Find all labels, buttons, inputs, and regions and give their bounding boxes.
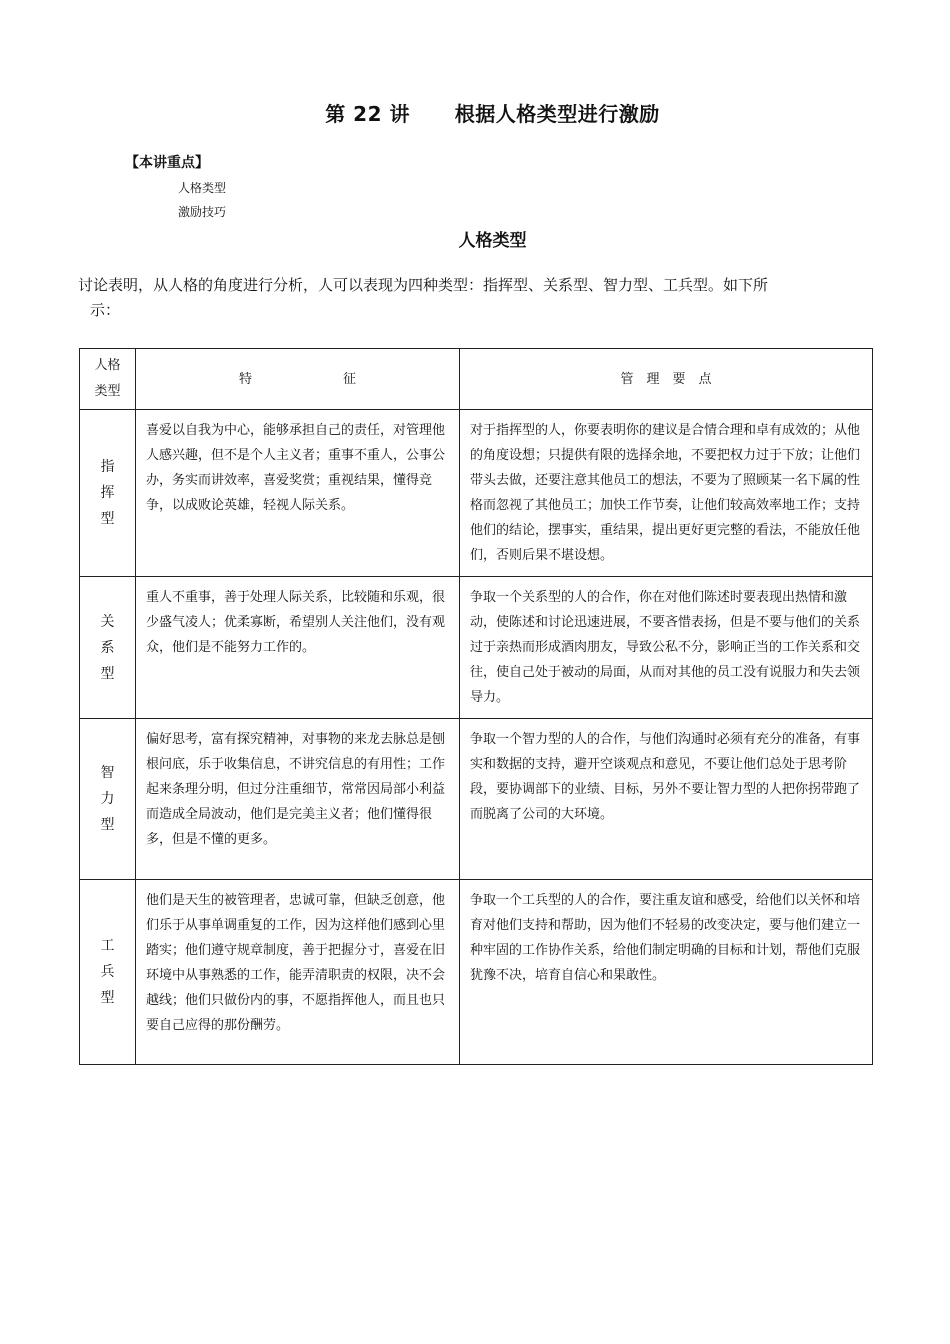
features-cell: 他们是天生的被管理者，忠诚可靠，但缺乏创意，他们乐于从事单调重复的工作，因为这样他们感到心里踏实；他们遵守规章制度，善于把握分寸，喜爱在旧环境中从事熟悉的工作，能弄清职责的权限，决不会越线；他们只做份内的事，不愿指挥他人，而且也只要自己应得的那份酬劳。 (136, 880, 460, 1065)
features-cell: 重人不重事，善于处理人际关系，比较随和乐观，很少盛气凌人；优柔寡断，希望别人关注他们，没有观众，他们是不能努力工作的。 (136, 577, 460, 719)
type-cell: 工兵型 (80, 880, 136, 1065)
management-cell: 争取一个智力型的人的合作，与他们沟通时必须有充分的准备，有事实和数据的支持，避开空谈观点和意见，不要让他们总处于思考阶段，要协调部下的业绩、目标，另外不要让智力型的人把你拐带跑了而脱离了公司的大环境。 (460, 719, 873, 880)
page-title: 第 22 讲 根据人格类型进行激励 (325, 102, 660, 126)
intro-line-1: 讨论表明，从人格的角度进行分析，人可以表现为四种类型：指挥型、关系型、智力型、工兵型。如下所 (78, 276, 769, 294)
intro-paragraph (78, 273, 868, 323)
table-row (80, 880, 873, 1065)
table-row (80, 719, 873, 880)
table-row (80, 410, 873, 577)
management-cell: 争取一个工兵型的人的合作，要注重友谊和感受，给他们以关怀和培育对他们支持和帮助，因为他们不轻易的改变决定，要与他们建立一种牢固的工作协作关系，给他们制定明确的目标和计划，帮他们克服犹豫不决，培育自信心和果敢性。 (460, 880, 873, 1065)
intro-line-2: 示： (90, 301, 121, 319)
header-type: 人格类型 (80, 349, 136, 410)
focus-item: 激励技巧 (178, 205, 227, 219)
focus-heading: 【本讲重点】 (125, 155, 209, 171)
header-management: 管 理 要 点 (460, 349, 873, 410)
features-cell: 喜爱以自我为中心，能够承担自己的责任，对管理他人感兴趣，但不是个人主义者；重事不重人，公事公办，务实而讲效率，喜爱奖赏；重视结果，懂得竞争，以成败论英雄，轻视人际关系。 (136, 410, 460, 577)
focus-item: 人格类型 (178, 181, 227, 195)
table-row (80, 577, 873, 719)
section-title: 人格类型 (458, 231, 527, 251)
type-cell: 指挥型 (80, 410, 136, 577)
header-features: 特 征 (136, 349, 460, 410)
management-cell: 争取一个关系型的人的合作，你在对他们陈述时要表现出热情和激动，使陈述和讨论迅速进展，不要吝惜表扬，但是不要与他们的关系过于亲热而形成酒肉朋友，导致公私不分，影响正当的工作关系和交往，使自己处于被动的局面，从而对其他的员工没有说服力和失去领导力。 (460, 577, 873, 719)
type-cell: 智力型 (80, 719, 136, 880)
type-cell: 关系型 (80, 577, 136, 719)
management-cell: 对于指挥型的人，你要表明你的建议是合情合理和卓有成效的；从他的角度设想；只提供有限的选择余地，不要把权力过于下放；让他们带头去做，还要注意其他员工的想法，不要为了照顾某一名下属的性格而忽视了其他员工；加快工作节奏，让他们较高效率地工作；支持他们的结论，摆事实，重结果，提出更好更完整的看法，不能放任他们，否则后果不堪设想。 (460, 410, 873, 577)
features-cell: 偏好思考，富有探究精神，对事物的来龙去脉总是刨根问底，乐于收集信息，不讲究信息的有用性；工作起来条理分明，但过分注重细节，常常因局部小利益而造成全局波动，他们是完美主义者；他们懂得很多，但是不懂的更多。 (136, 719, 460, 880)
personality-table (79, 348, 873, 1065)
focus-list (178, 176, 226, 224)
table-header-row (80, 349, 873, 410)
